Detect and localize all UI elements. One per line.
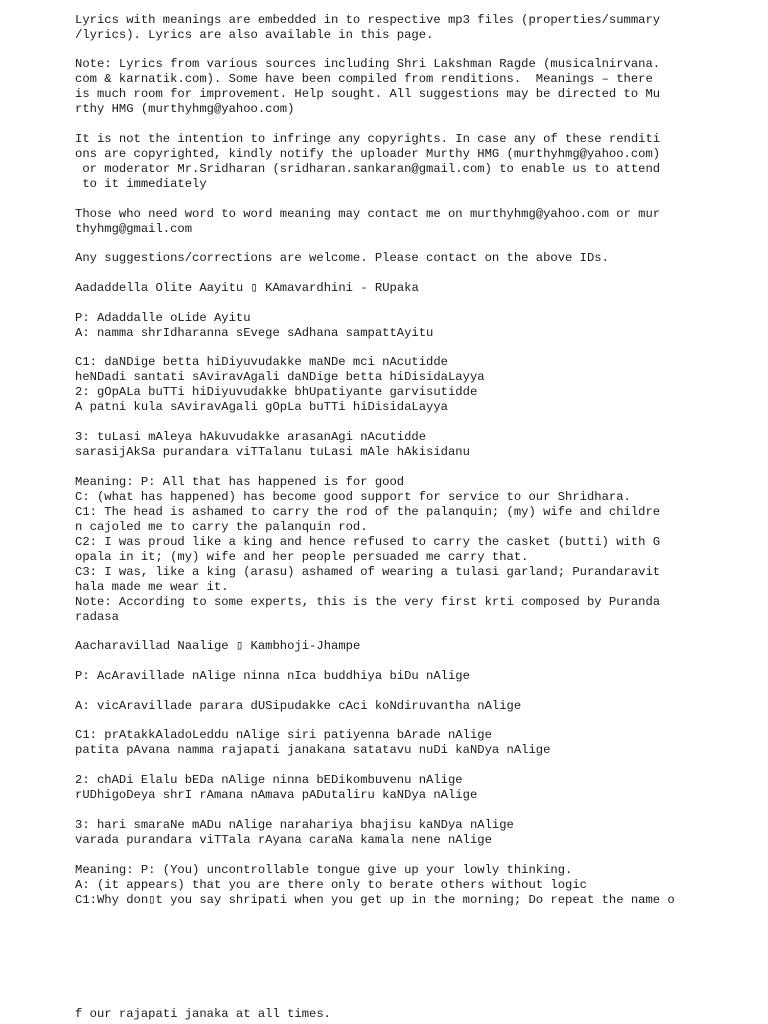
text-line: ons are copyrighted, kindly notify the uploader Murthy HMG (murthyhmg@yahoo.com) bbox=[75, 147, 661, 161]
text-line: opala in it; (my) wife and her people persuaded me carry that. bbox=[75, 550, 529, 564]
text-line: rthy HMG (murthyhmg@yahoo.com) bbox=[75, 102, 295, 116]
text-line: C1: prAtakkAladoLeddu nAlige siri patiyenna bArade nAlige bbox=[75, 728, 492, 742]
text-line: 2: gOpALa buTTi hiDiyuvudakke bhUpatiyante garvisutidde bbox=[75, 385, 478, 399]
text-line: rUDhigoDeya shrI rAmana nAmava pADutaliru kaNDya nAlige bbox=[75, 788, 478, 802]
text-line: C1:Why don▯t you say shripati when you get up in the morning; Do repeat the name o bbox=[75, 893, 675, 907]
text-line: 3: hari smaraNe mADu nAlige narahariya bhajisu kaNDya nAlige bbox=[75, 818, 514, 832]
text-line: Meaning: P: (You) uncontrollable tongue give up your lowly thinking. bbox=[75, 863, 573, 877]
text-line: Those who need word to word meaning may contact me on murthyhmg@yahoo.com or mur bbox=[75, 207, 661, 221]
text-line: C3: I was, like a king (arasu) ashamed of wearing a tulasi garland; Purandaravit bbox=[75, 565, 661, 579]
song-title: Aacharavillad Naalige ▯ Kambhoji-Jhampe bbox=[75, 639, 361, 653]
text-line: heNDadi santati sAviravAgali daNDige betta hiDisidaLayya bbox=[75, 370, 485, 384]
text-line: C1: daNDige betta hiDiyuvudakke maNDe mci nAcutidde bbox=[75, 355, 448, 369]
text-line: Any suggestions/corrections are welcome. Please contact on the above IDs. bbox=[75, 251, 609, 265]
text-line: to it immediately bbox=[75, 177, 207, 191]
text-line: /lyrics). Lyrics are also available in this page. bbox=[75, 28, 434, 42]
text-line: 3: tuLasi mAleya hAkuvudakke arasanAgi nAcutidde bbox=[75, 430, 427, 444]
text-line: com & karnatik.com). Some have been compiled from renditions. Meanings – there bbox=[75, 72, 653, 86]
text-line: hala made me wear it. bbox=[75, 580, 229, 594]
text-line: C: (what has happened) has become good support for service to our Shridhara. bbox=[75, 490, 631, 504]
text-line: A: (it appears) that you are there only to berate others without logic bbox=[75, 878, 587, 892]
text-line: patita pAvana namma rajapati janakana satatavu nuDi kaNDya nAlige bbox=[75, 743, 551, 757]
text-line: P: AcAravillade nAlige ninna nIca buddhiya biDu nAlige bbox=[75, 669, 470, 683]
text-line: Lyrics with meanings are embedded in to respective mp3 files (properties/summary bbox=[75, 13, 661, 27]
text-line: thyhmg@gmail.com bbox=[75, 222, 193, 236]
text-line: 2: chADi Elalu bEDa nAlige ninna bEDikombuvenu nAlige bbox=[75, 773, 463, 787]
text-line: Note: According to some experts, this is the very first krti composed by Puranda bbox=[75, 595, 661, 609]
text-line: radasa bbox=[75, 610, 119, 624]
text-line: C2: I was proud like a king and hence refused to carry the casket (butti) with G bbox=[75, 535, 661, 549]
text-line: It is not the intention to infringe any copyrights. In case any of these renditi bbox=[75, 132, 661, 146]
text-line: n cajoled me to carry the palanquin rod. bbox=[75, 520, 368, 534]
text-line: A patni kula sAviravAgali gOpLa buTTi hiDisidaLayya bbox=[75, 400, 448, 414]
text-line: varada purandara viTTala rAyana caraNa kamala nene nAlige bbox=[75, 833, 492, 847]
text-line: A: namma shrIdharanna sEvege sAdhana sampattAyitu bbox=[75, 326, 434, 340]
text-line: C1: The head is ashamed to carry the rod of the palanquin; (my) wife and childre bbox=[75, 505, 661, 519]
text-line: P: Adaddalle oLide Ayitu bbox=[75, 311, 251, 325]
text-line: Meaning: P: All that has happened is for good bbox=[75, 475, 405, 489]
text-line: f our rajapati janaka at all times. bbox=[75, 1007, 331, 1021]
text-line: is much room for improvement. Help sought. All suggestions may be directed to Mu bbox=[75, 87, 661, 101]
text-line: sarasijAkSa purandara viTTalanu tuLasi mAle hAkisidanu bbox=[75, 445, 470, 459]
text-line: Note: Lyrics from various sources including Shri Lakshman Ragde (musicalnirvana. bbox=[75, 57, 661, 71]
text-line: or moderator Mr.Sridharan (sridharan.sankaran@gmail.com) to enable us to attend bbox=[75, 162, 661, 176]
song-title: Aadaddella Olite Aayitu ▯ KAmavardhini - RUpaka bbox=[75, 281, 419, 295]
text-line: A: vicAravillade parara dUSipudakke cAci koNdiruvantha nAlige bbox=[75, 699, 522, 713]
